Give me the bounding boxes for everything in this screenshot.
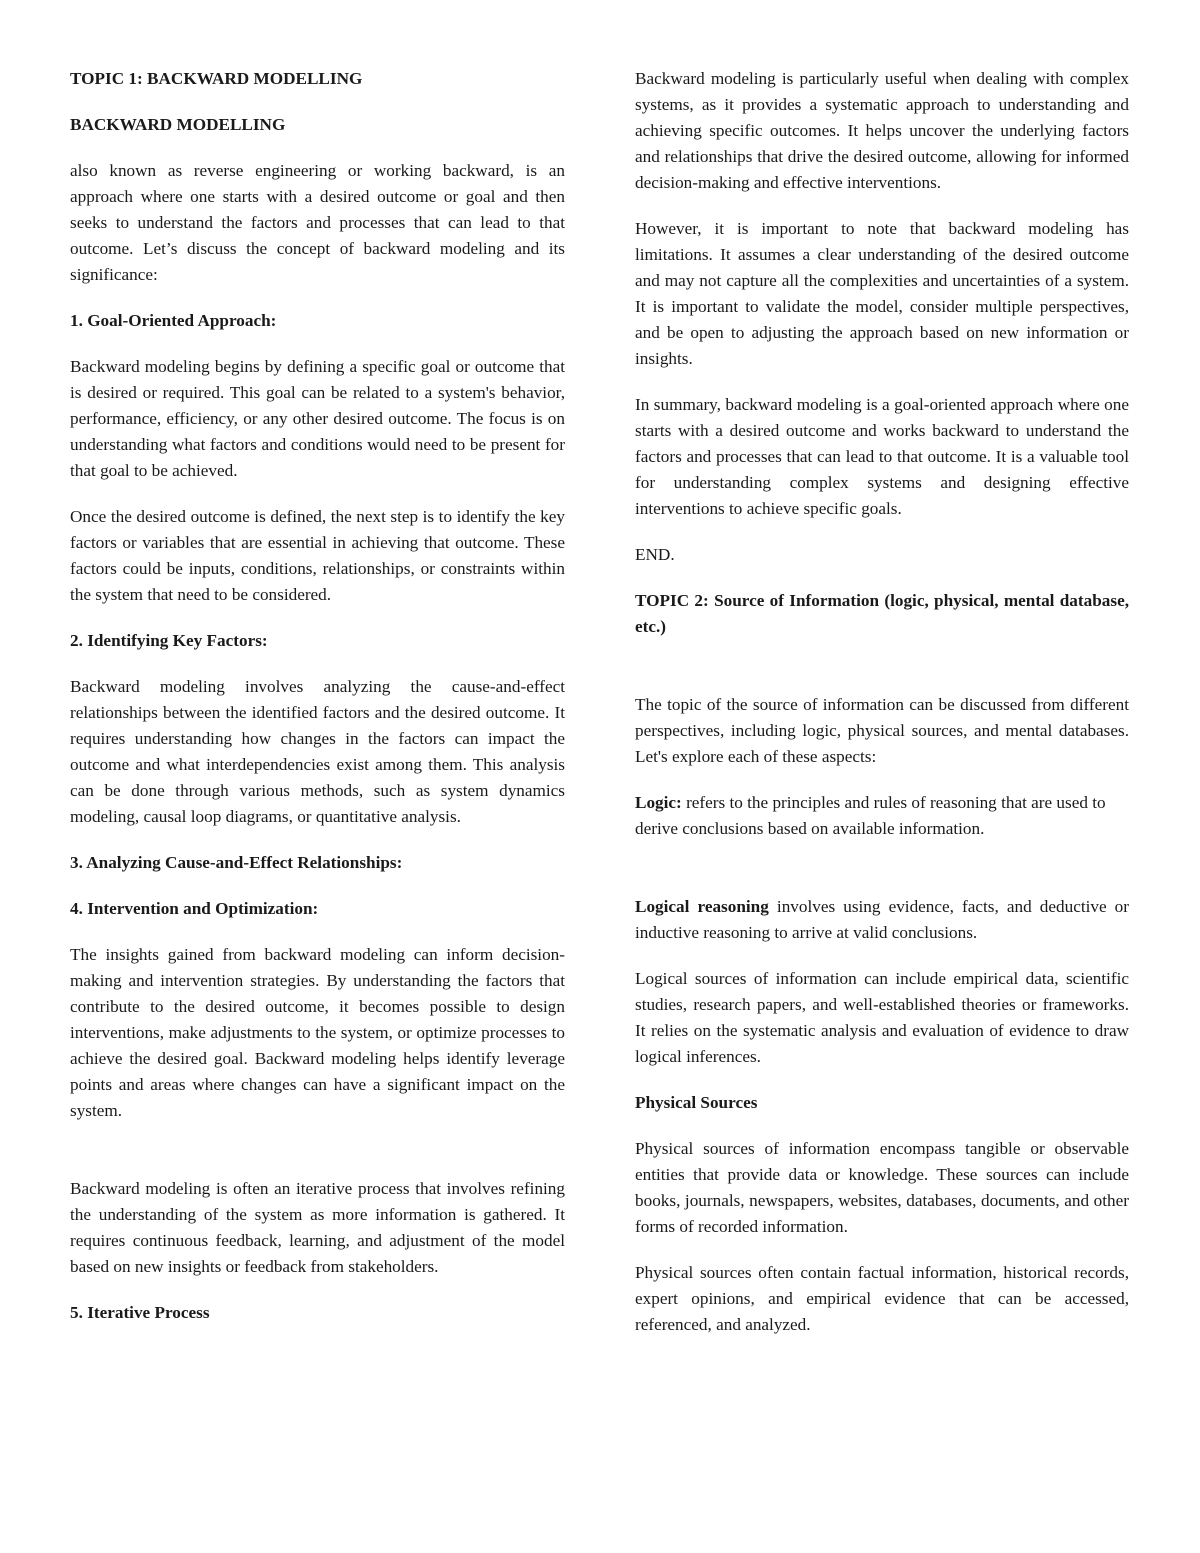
heading-goal-oriented: 1. Goal-Oriented Approach:	[70, 311, 277, 330]
paragraph-particularly-useful: Backward modeling is particularly useful when dealing with complex systems, as it provides a systematic approach to understanding and achieving specific outcomes. It helps uncover the underlying factors and relationships that drive the desired outcome, allowing for informed decision-making and effective interventions.	[635, 69, 1129, 192]
paragraph-iterative: Backward modeling is often an iterative process that involves refining the understanding of the system as more information is gathered. It requires continuous feedback, learning, and adjustment of the model based on new insights or feedback from stakeholders.	[70, 1179, 565, 1276]
heading-analyzing-cause-effect: 3. Analyzing Cause-and-Effect Relationships:	[70, 853, 403, 872]
intro-paragraph: also known as reverse engineering or working backward, is an approach where one starts with a desired outcome or goal and then seeks to understand the factors and processes that can lead to that outcome. Let’s discuss the concept of backward modeling and its significance:	[70, 161, 565, 284]
paragraph-limitations: However, it is important to note that backward modeling has limitations. It assumes a clear understanding of the desired outcome and may not capture all the complexities and uncertainties of a system. It is important to validate the model, consider multiple perspectives, and be open to adjusting the approach based on new information or insights.	[635, 219, 1129, 368]
paragraph-logical-reasoning	[635, 894, 1129, 946]
heading-physical-sources: Physical Sources	[635, 1093, 758, 1112]
heading-identifying-key-factors: 2. Identifying Key Factors:	[70, 631, 268, 650]
left-column	[70, 66, 565, 1346]
paragraph-topic2-intro: The topic of the source of information can be discussed from different perspectives, including logic, physical sources, and mental databases. Let's explore each of these aspects:	[635, 695, 1129, 766]
paragraph-summary: In summary, backward modeling is a goal-oriented approach where one starts with a desired outcome and works backward to understand the factors and processes that can lead to that outcome. It is a valuable tool for understanding complex systems and designing effective interventions to achieve specific goals.	[635, 395, 1129, 518]
logical-reasoning-term: Logical reasoning	[635, 897, 769, 916]
topic2-title: TOPIC 2: Source of Information (logic, physical, mental database, etc.)	[635, 591, 1129, 636]
heading-iterative-process: 5. Iterative Process	[70, 1303, 210, 1322]
paragraph-key-factors: Once the desired outcome is defined, the next step is to identify the key factors or variables that are essential in achieving that outcome. These factors could be inputs, conditions, relationships, or constraints within the system that need to be considered.	[70, 507, 565, 604]
paragraph-goal-definition: Backward modeling begins by defining a specific goal or outcome that is desired or required. This goal can be related to a system's behavior, performance, efficiency, or any other desired outcome. The focus is on understanding what factors and conditions would need to be present for that goal to be achieved.	[70, 357, 565, 480]
paragraph-cause-effect: Backward modeling involves analyzing the cause-and-effect relationships between the identified factors and the desired outcome. It requires understanding how changes in the factors can impact the outcome and what interdependencies exist among them. This analysis can be done through various methods, such as system dynamics modeling, causal loop diagrams, or quantitative analysis.	[70, 677, 565, 826]
logic-definition: refers to the principles and rules of reasoning that are used to derive conclusions based on available information.	[635, 793, 1106, 838]
topic1-title: TOPIC 1: BACKWARD MODELLING	[70, 69, 363, 88]
right-column	[635, 66, 1129, 1358]
paragraph-physical-sources-1: Physical sources of information encompass tangible or observable entities that provide data or knowledge. These sources can include books, journals, newspapers, websites, databases, documents, and other forms of recorded information.	[635, 1139, 1129, 1236]
paragraph-logic	[635, 790, 1129, 842]
end-label: END.	[635, 545, 675, 564]
heading-intervention-optimization: 4. Intervention and Optimization:	[70, 899, 319, 918]
paragraph-logical-sources: Logical sources of information can include empirical data, scientific studies, research papers, and well-established theories or frameworks. It relies on the systematic analysis and evaluation of evidence to draw logical inferences.	[635, 969, 1129, 1066]
paragraph-physical-sources-2: Physical sources often contain factual information, historical records, expert opinions, and empirical evidence that can be accessed, referenced, and analyzed.	[635, 1263, 1129, 1334]
section-heading-backward-modelling: BACKWARD MODELLING	[70, 115, 286, 134]
paragraph-insights: The insights gained from backward modeling can inform decision-making and intervention strategies. By understanding the factors that contribute to the desired outcome, it becomes possible to design interventions, make adjustments to the system, or optimize processes to achieve the desired goal. Backward modeling helps identify leverage points and areas where changes can have a significant impact on the system.	[70, 945, 565, 1120]
logical-reasoning-definition: involves using evidence, facts, and deductive or inductive reasoning to arrive at valid conclusions.	[635, 897, 1129, 942]
logic-term: Logic:	[635, 793, 682, 812]
